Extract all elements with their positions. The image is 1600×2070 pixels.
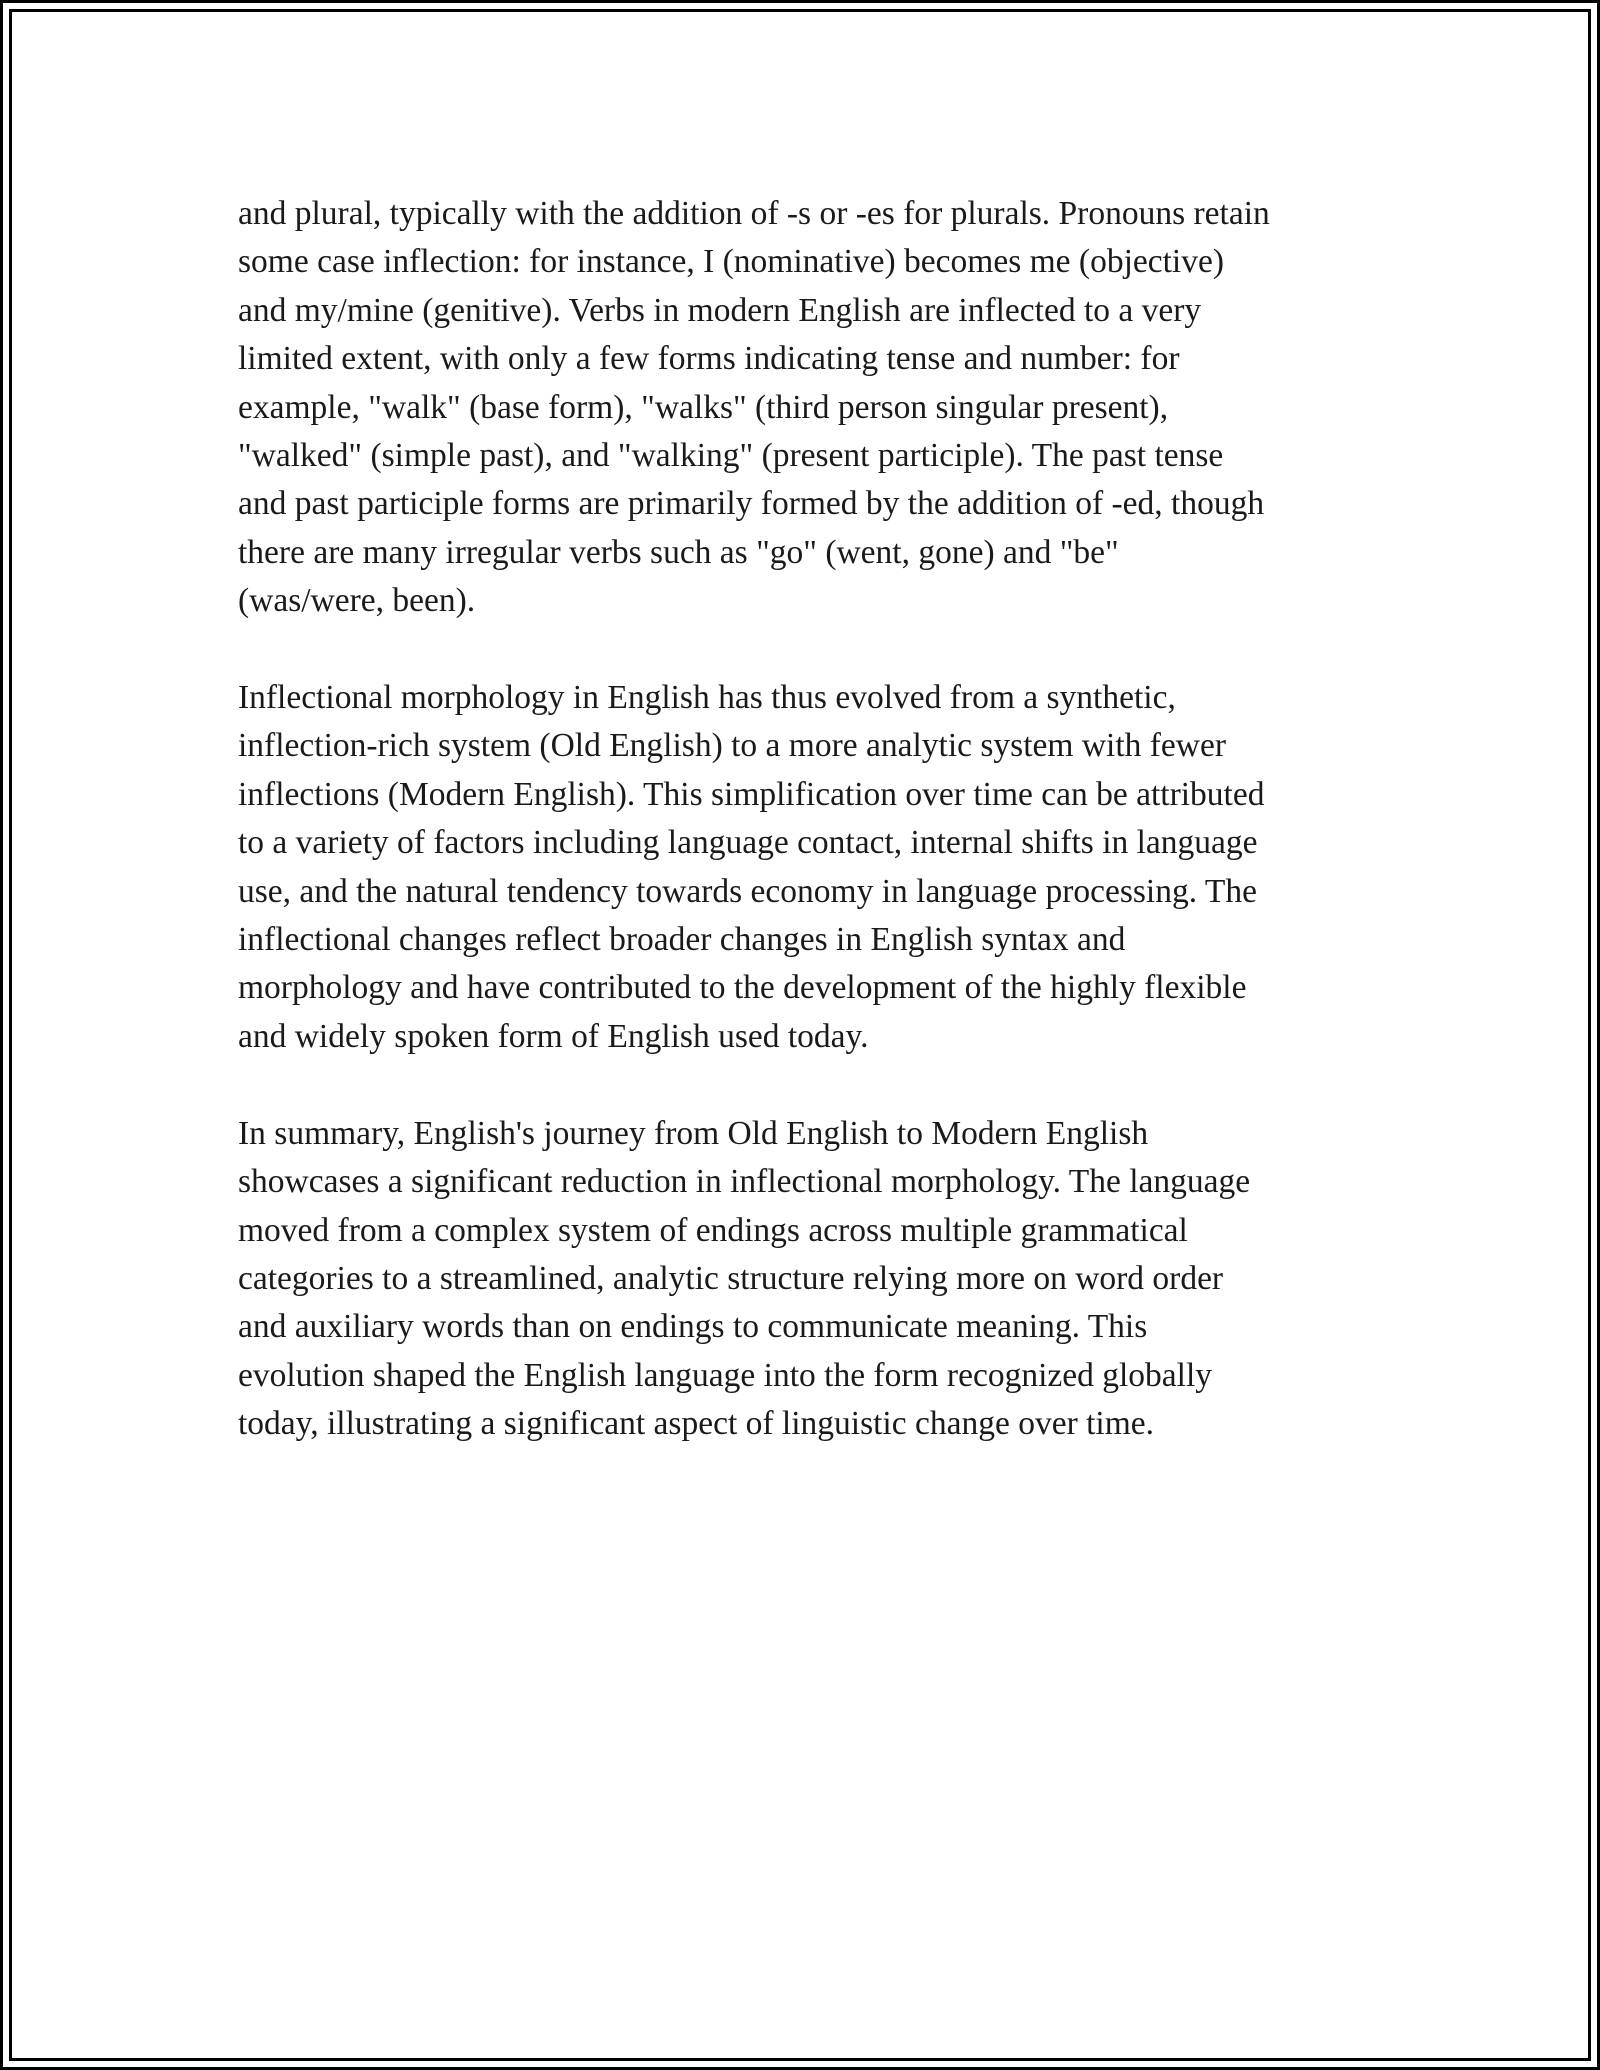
text-line: use, and the natural tendency towards economy in language processing. The (238, 872, 1257, 910)
text-line: Inflectional morphology in English has thus evolved from a synthetic, (238, 679, 1176, 717)
text-line: inflectional changes reflect broader changes in English syntax and (238, 921, 1126, 959)
document-body (238, 190, 1388, 1497)
text-line: to a variety of factors including language contact, internal shifts in language (238, 824, 1258, 862)
text-line: morphology and have contributed to the development of the highly flexible (238, 969, 1247, 1007)
text-line: example, "walk" (base form), "walks" (third person singular present), (238, 388, 1169, 426)
text-line: "walked" (simple past), and "walking" (present participle). The past tense (238, 437, 1224, 475)
text-line: and auxiliary words than on endings to communicate meaning. This (238, 1308, 1148, 1346)
text-line: In summary, English's journey from Old English to Modern English (238, 1114, 1149, 1152)
text-line: moved from a complex system of endings across multiple grammatical (238, 1211, 1188, 1249)
text-line: showcases a significant reduction in inflectional morphology. The language (238, 1163, 1251, 1201)
text-line: inflection-rich system (Old English) to a more analytic system with fewer (238, 727, 1226, 765)
text-line: there are many irregular verbs such as "go" (went, gone) and "be" (238, 533, 1119, 571)
text-line: inflections (Modern English). This simplification over time can be attributed (238, 775, 1265, 813)
paragraph-3 (238, 1110, 1388, 1449)
text-line: and plural, typically with the addition of -s or -es for plurals. Pronouns retain (238, 195, 1270, 232)
text-line: and widely spoken form of English used today. (238, 1017, 869, 1055)
text-line: and past participle forms are primarily formed by the addition of -ed, though (238, 485, 1265, 523)
paragraph-2 (238, 674, 1388, 1061)
text-line: limited extent, with only a few forms indicating tense and number: for (238, 340, 1180, 378)
text-line: categories to a streamlined, analytic structure relying more on word order (238, 1259, 1224, 1297)
text-line: and my/mine (genitive). Verbs in modern English are inflected to a very (238, 291, 1202, 329)
text-line: evolution shaped the English language into the form recognized globally (238, 1356, 1213, 1394)
paragraph-1 (238, 190, 1388, 626)
text-line: today, illustrating a significant aspect of linguistic change over time. (238, 1405, 1155, 1443)
text-line: (was/were, been). (238, 582, 476, 620)
text-line: some case inflection: for instance, I (nominative) becomes me (objective) (238, 243, 1225, 281)
